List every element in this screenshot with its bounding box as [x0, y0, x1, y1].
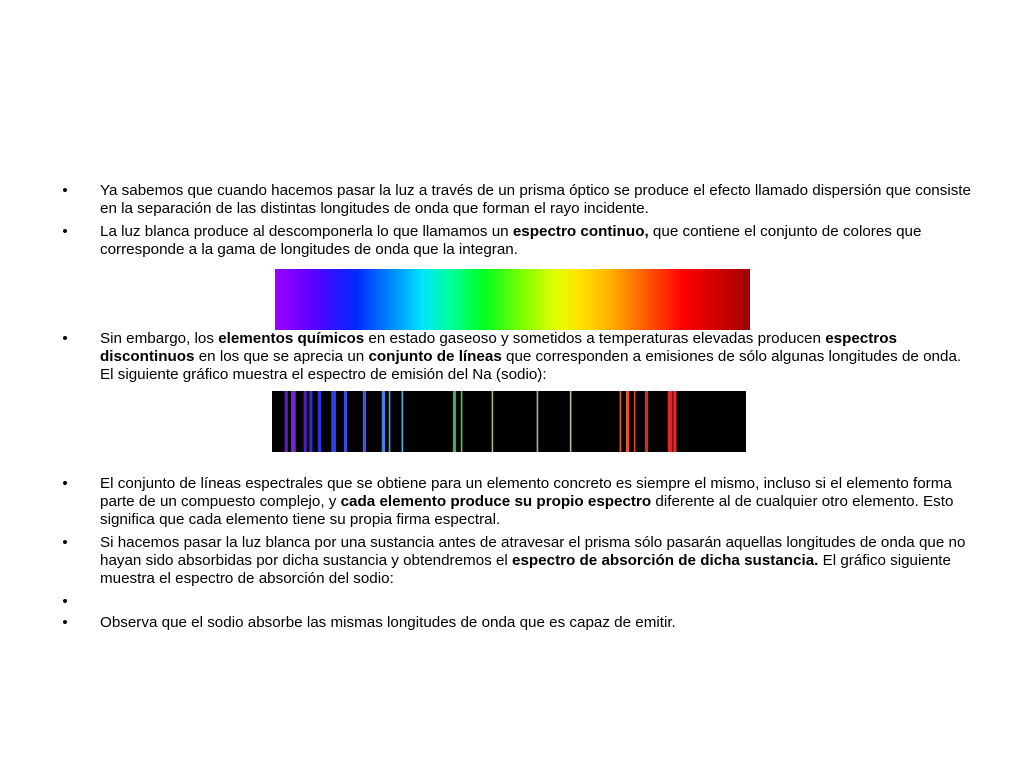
- bullet-continuous-spectrum: [56, 223, 972, 259]
- bullet-marker: •: [62, 330, 68, 347]
- bullet-discontinuous-spectrum: [56, 330, 972, 384]
- emission-line: [291, 391, 296, 452]
- bullet-marker: •: [62, 593, 68, 610]
- emission-line: [634, 391, 636, 452]
- emission-line: [304, 391, 307, 452]
- bold-text-segment: espectro continuo,: [512, 223, 649, 240]
- emission-line: [673, 391, 676, 452]
- emission-lines: [272, 391, 746, 452]
- continuous-spectrum-image: [275, 269, 750, 330]
- bold-text-segment: espectros discontinuos: [100, 330, 897, 365]
- emission-line: [626, 391, 629, 452]
- bullet-text: [100, 182, 971, 217]
- emission-line: [331, 391, 336, 452]
- text-segment: La luz blanca produce al descomponerla lo que llamamos un: [100, 223, 513, 240]
- bullet-text: [100, 534, 965, 587]
- emission-line: [285, 391, 288, 452]
- text-segment: Si hacemos pasar la luz blanca por una sustancia antes de atravesar el prisma sólo pasarán aquellas longitudes de onda que no hayan sido absorbidas por dicha sustancia y obtendremos el: [100, 534, 966, 569]
- text-segment: Observa que el sodio absorbe las mismas longitudes de onda que es capaz de emitir.: [100, 614, 676, 631]
- bullet-spectral-signature: [56, 475, 972, 529]
- emission-line: [363, 391, 366, 452]
- text-segment: Ya sabemos que cuando hacemos pasar la luz a través de un prisma óptico se produce el efecto llamado dispersión que consiste en la separación de las distintas longitudes de onda que forman el rayo incidente.: [100, 182, 971, 217]
- text-segment: Sin embargo, los: [100, 330, 219, 347]
- emission-line: [492, 391, 494, 452]
- bullet-text: [100, 223, 921, 258]
- bold-text-segment: elementos químicos: [218, 330, 365, 347]
- emission-line: [620, 391, 622, 452]
- text-segment: en estado gaseoso y sometidos a temperaturas elevadas producen: [364, 330, 826, 347]
- bold-text-segment: espectro de absorción de dicha sustancia.: [512, 552, 819, 569]
- bullet-absorption-spectrum: [56, 534, 972, 588]
- emission-line: [645, 391, 648, 452]
- emission-line: [344, 391, 347, 452]
- emission-line: [537, 391, 539, 452]
- emission-line: [453, 391, 456, 452]
- bold-text-segment: cada elemento produce su propio espectro: [340, 493, 652, 510]
- bullet-dispersion: [56, 182, 972, 218]
- bullet-text: [100, 330, 961, 383]
- emission-line: [402, 391, 404, 452]
- sodium-emission-spectrum-image: [272, 391, 746, 452]
- bullet-marker: •: [62, 223, 68, 240]
- emission-line: [309, 391, 312, 452]
- text-segment: El conjunto de líneas espectrales que se obtiene para un elemento concreto es siempre el mismo, incluso si el elemento forma parte de un compuesto complejo, y: [100, 475, 952, 510]
- bullet-marker: •: [62, 475, 68, 492]
- emission-line: [382, 391, 385, 452]
- bullet-conclusion: [56, 614, 972, 632]
- bullet-text: [100, 475, 953, 528]
- bullet-text: [100, 614, 676, 631]
- bold-text-segment: conjunto de líneas: [368, 348, 502, 365]
- bullet-marker: •: [62, 182, 68, 199]
- text-segment: El gráfico siguiente muestra el espectro de absorción del sodio:: [100, 552, 951, 587]
- text-segment: diferente al de cualquier otro elemento. Esto significa que cada elemento tiene su propia firma espectral.: [100, 493, 954, 528]
- emission-line: [389, 391, 391, 452]
- text-segment: que contiene el conjunto de colores que corresponde a la gama de longitudes de onda que la integran.: [100, 223, 922, 258]
- emission-line: [570, 391, 572, 452]
- emission-line: [318, 391, 321, 452]
- text-segment: en los que se aprecia un: [194, 348, 369, 365]
- emission-line: [461, 391, 463, 452]
- emission-line: [668, 391, 673, 452]
- text-segment: que corresponden a emisiones de sólo algunas longitudes de onda. El siguiente gráfico muestra el espectro de emisión del Na (sodio):: [100, 348, 962, 383]
- bullet-marker: •: [62, 534, 68, 551]
- bullet-marker: •: [62, 614, 68, 631]
